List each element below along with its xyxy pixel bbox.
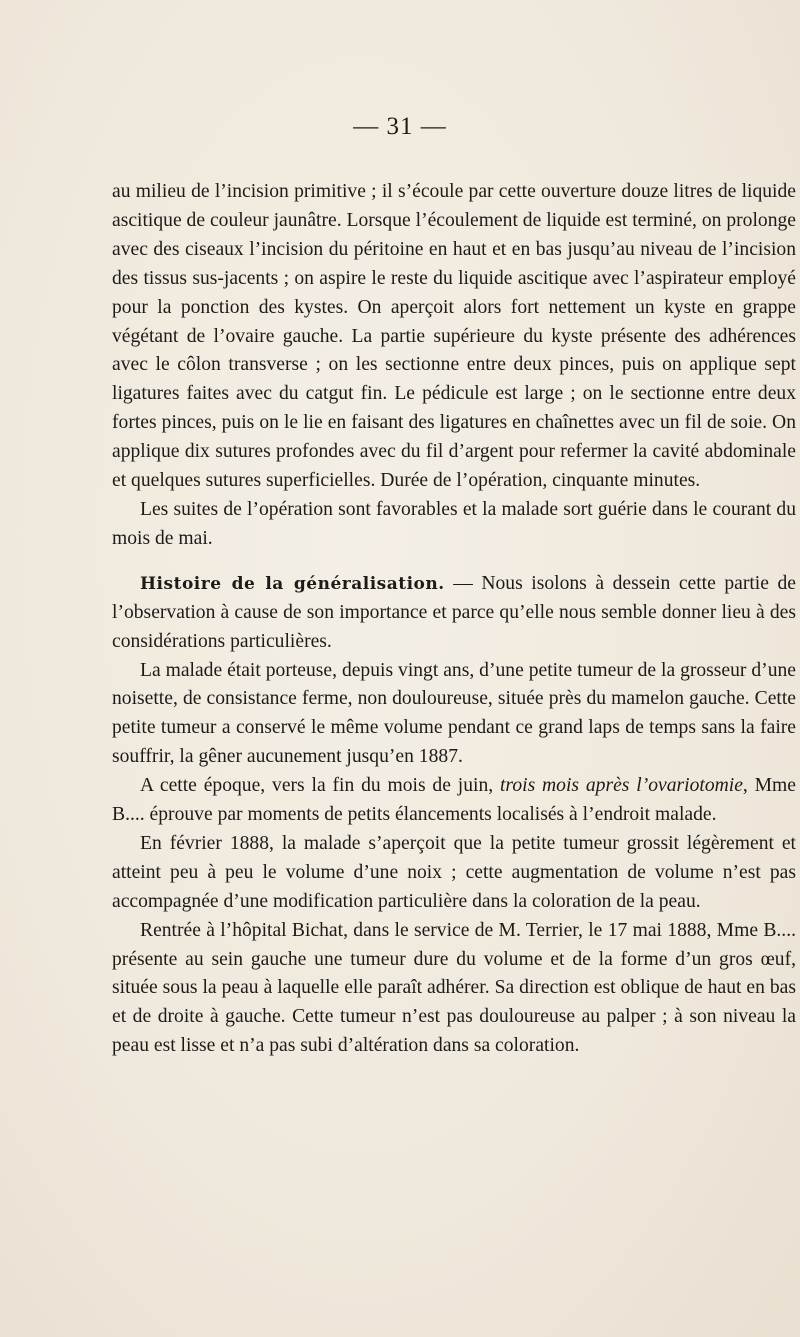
paragraph-symptoms [112, 772, 796, 830]
symptoms-emphasis: trois mois après l’ovariotomie [499, 775, 743, 797]
section-intro-text: — Nous isolons à dessein cette partie de l’observation à cause de son importance et parce qu’elle nous semble donner lieu à des considérations particulières. [112, 572, 796, 652]
body-text [112, 178, 796, 1061]
section-gap [112, 554, 796, 570]
symptoms-text-b: , Mme B.... éprouve par moments de petits élancements localisés à l’endroit malade. [112, 775, 796, 826]
paragraph-growth: En février 1888, la malade s’aperçoit que la petite tumeur grossit légèrement et atteint peu à peu le volume d’une noix ; cette augmentation de volume n’est pas accompagnée d’une modification particulière dans la coloration de la peau. [112, 832, 796, 912]
page-number: — 31 — [353, 113, 447, 140]
paragraph-operation: au milieu de l’incision primitive ; il s’écoule par cette ouverture douze litres de liquide ascitique de couleur jaunâtre. Lorsque l’écoulement de liquide est terminé, on prolonge avec des ciseaux l’incision du péritoine en haut et en bas jusqu’au niveau de l’incision des tissus sus-jacents ; on aspire le reste du liquide ascitique avec l’aspirateur employé pour la ponction des kystes. On aperçoit alors fort nettement un kyste en grappe végétant de l’ovaire gauche. La partie supérieure du kyste présente des adhérences avec le côlon transverse ; on les sectionne entre deux pinces, puis on applique sept ligatures faites avec du catgut fin. Le pédicule est large ; on le sectionne entre deux fortes pinces, puis on le lie en faisant des ligatures en chaînettes avec un fil de soie. On applique dix sutures profondes avec du fil d’argent pour refermer la cavité abdominale et quelques sutures superficielles. Durée de l’opération, cinquante minutes. [112, 181, 796, 492]
symptoms-text-a: A cette époque, vers la fin du mois de juin, [140, 775, 500, 797]
paragraph-section-intro [112, 570, 796, 657]
paragraph-history: La malade était porteuse, depuis vingt ans, d’une petite tumeur de la grosseur d’une noisette, de consistance ferme, non douloureuse, située près du mamelon gauche. Cette petite tumeur a conservé le même volume pendant ce grand laps de temps sans la faire souffrir, la gêner aucunement jusqu’en 1887. [112, 659, 796, 768]
section-title: Histoire de la généralisation. [140, 573, 445, 594]
paragraph-admission: Rentrée à l’hôpital Bichat, dans le service de M. Terrier, le 17 mai 1888, Mme B.... présente au sein gauche une tumeur dure du volume et de la forme d’un gros œuf, située sous la peau à laquelle elle paraît adhérer. Sa direction est oblique de haut en bas et de droite à gauche. Cette tumeur n’est pas douloureuse au palper ; à son niveau la peau est lisse et n’a pas subi d’altération dans sa coloration. [112, 919, 796, 1057]
paragraph-outcome: Les suites de l’opération sont favorables et la malade sort guérie dans le courant du mois de mai. [112, 498, 796, 549]
